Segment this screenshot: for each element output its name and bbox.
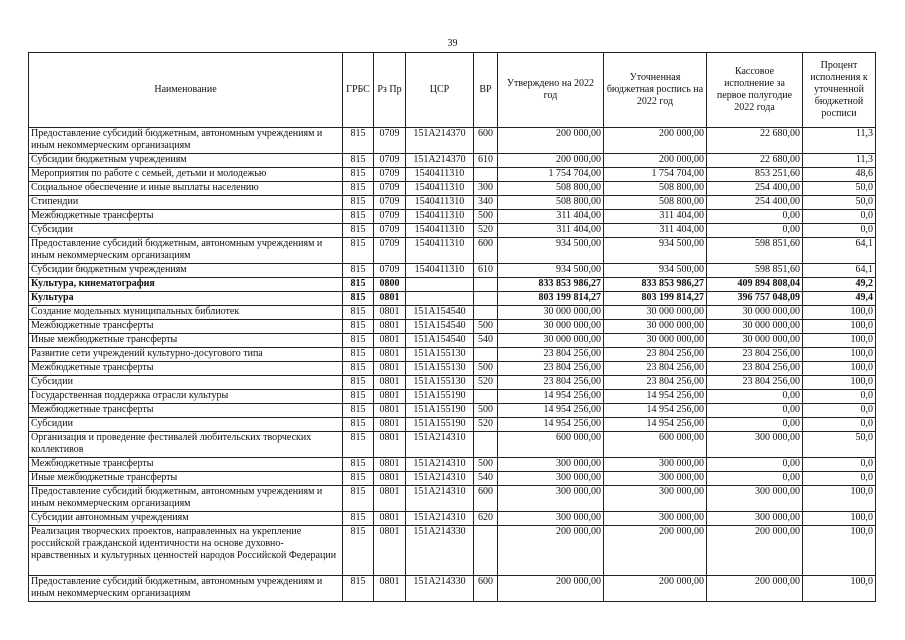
table-row bbox=[29, 168, 876, 182]
cell-approved: 934 500,00 bbox=[498, 264, 604, 278]
cell-grbs: 815 bbox=[343, 526, 374, 576]
cell-approved: 600 000,00 bbox=[498, 432, 604, 458]
cell-approved: 14 954 256,00 bbox=[498, 418, 604, 432]
page-number: 39 bbox=[447, 38, 458, 49]
cell-cash: 30 000 000,00 bbox=[707, 334, 803, 348]
cell-grbs: 815 bbox=[343, 418, 374, 432]
cell-rzpr: 0709 bbox=[374, 264, 406, 278]
cell-name: Иные межбюджетные трансферты bbox=[29, 334, 343, 348]
cell-percent: 0,0 bbox=[803, 210, 876, 224]
cell-vr: 600 bbox=[474, 576, 498, 602]
cell-cash: 0,00 bbox=[707, 458, 803, 472]
cell-name: Государственная поддержка отрасли культуры bbox=[29, 390, 343, 404]
cell-csr: 151A155130 bbox=[406, 376, 474, 390]
cell-rzpr: 0709 bbox=[374, 128, 406, 154]
cell-vr bbox=[474, 306, 498, 320]
cell-vr: 520 bbox=[474, 224, 498, 238]
table-row bbox=[29, 418, 876, 432]
cell-rzpr: 0800 bbox=[374, 278, 406, 292]
cell-vr: 520 bbox=[474, 418, 498, 432]
cell-vr: 500 bbox=[474, 210, 498, 224]
cell-refined: 30 000 000,00 bbox=[604, 306, 707, 320]
cell-grbs: 815 bbox=[343, 320, 374, 334]
cell-csr: 1540411310 bbox=[406, 168, 474, 182]
cell-percent: 100,0 bbox=[803, 306, 876, 320]
cell-grbs: 815 bbox=[343, 432, 374, 458]
cell-grbs: 815 bbox=[343, 224, 374, 238]
cell-vr: 300 bbox=[474, 182, 498, 196]
cell-vr bbox=[474, 292, 498, 306]
cell-vr bbox=[474, 348, 498, 362]
cell-refined: 200 000,00 bbox=[604, 154, 707, 168]
cell-grbs: 815 bbox=[343, 362, 374, 376]
header-vr: ВР bbox=[474, 53, 498, 128]
cell-rzpr: 0801 bbox=[374, 320, 406, 334]
cell-csr: 151A214330 bbox=[406, 526, 474, 576]
cell-approved: 803 199 814,27 bbox=[498, 292, 604, 306]
cell-csr: 151A155130 bbox=[406, 348, 474, 362]
cell-refined: 508 800,00 bbox=[604, 182, 707, 196]
cell-approved: 14 954 256,00 bbox=[498, 390, 604, 404]
header-cash: Кассовое исполнение за первое полугодие 2022 года bbox=[707, 53, 803, 128]
table-row bbox=[29, 128, 876, 154]
cell-rzpr: 0801 bbox=[374, 472, 406, 486]
cell-vr: 600 bbox=[474, 128, 498, 154]
cell-grbs: 815 bbox=[343, 472, 374, 486]
cell-name: Создание модельных муниципальных библиотек bbox=[29, 306, 343, 320]
cell-csr: 151A155190 bbox=[406, 390, 474, 404]
table-row bbox=[29, 292, 876, 306]
header-csr: ЦСР bbox=[406, 53, 474, 128]
cell-cash: 30 000 000,00 bbox=[707, 320, 803, 334]
cell-percent: 100,0 bbox=[803, 362, 876, 376]
cell-csr bbox=[406, 278, 474, 292]
cell-rzpr: 0801 bbox=[374, 486, 406, 512]
cell-approved: 508 800,00 bbox=[498, 196, 604, 210]
cell-approved: 508 800,00 bbox=[498, 182, 604, 196]
cell-cash: 30 000 000,00 bbox=[707, 306, 803, 320]
cell-cash: 598 851,60 bbox=[707, 264, 803, 278]
table-row bbox=[29, 390, 876, 404]
table-row bbox=[29, 576, 876, 602]
cell-percent: 100,0 bbox=[803, 320, 876, 334]
cell-refined: 600 000,00 bbox=[604, 432, 707, 458]
cell-name: Субсидии bbox=[29, 376, 343, 390]
cell-csr: 1540411310 bbox=[406, 224, 474, 238]
cell-cash: 300 000,00 bbox=[707, 512, 803, 526]
cell-name: Предоставление субсидий бюджетным, автономным учреждениям и иным некоммерческим организациям bbox=[29, 576, 343, 602]
cell-cash: 0,00 bbox=[707, 472, 803, 486]
cell-percent: 50,0 bbox=[803, 196, 876, 210]
cell-percent: 100,0 bbox=[803, 576, 876, 602]
cell-vr: 610 bbox=[474, 264, 498, 278]
cell-approved: 30 000 000,00 bbox=[498, 306, 604, 320]
cell-csr: 1540411310 bbox=[406, 182, 474, 196]
cell-csr: 151A214370 bbox=[406, 154, 474, 168]
cell-grbs: 815 bbox=[343, 404, 374, 418]
cell-rzpr: 0801 bbox=[374, 348, 406, 362]
cell-rzpr: 0709 bbox=[374, 154, 406, 168]
cell-approved: 300 000,00 bbox=[498, 458, 604, 472]
cell-refined: 300 000,00 bbox=[604, 458, 707, 472]
cell-refined: 200 000,00 bbox=[604, 576, 707, 602]
table-row bbox=[29, 376, 876, 390]
cell-refined: 1 754 704,00 bbox=[604, 168, 707, 182]
cell-vr: 620 bbox=[474, 512, 498, 526]
cell-grbs: 815 bbox=[343, 348, 374, 362]
cell-rzpr: 0709 bbox=[374, 168, 406, 182]
cell-cash: 23 804 256,00 bbox=[707, 362, 803, 376]
table-row bbox=[29, 334, 876, 348]
cell-approved: 200 000,00 bbox=[498, 154, 604, 168]
table-row bbox=[29, 432, 876, 458]
cell-grbs: 815 bbox=[343, 154, 374, 168]
cell-name: Межбюджетные трансферты bbox=[29, 210, 343, 224]
cell-name: Субсидии бюджетным учреждениям bbox=[29, 264, 343, 278]
cell-approved: 1 754 704,00 bbox=[498, 168, 604, 182]
cell-rzpr: 0709 bbox=[374, 224, 406, 238]
cell-name: Развитие сети учреждений культурно-досугового типа bbox=[29, 348, 343, 362]
cell-refined: 14 954 256,00 bbox=[604, 404, 707, 418]
cell-percent: 50,0 bbox=[803, 182, 876, 196]
table-row bbox=[29, 182, 876, 196]
cell-csr: 151A155190 bbox=[406, 418, 474, 432]
cell-grbs: 815 bbox=[343, 278, 374, 292]
cell-refined: 30 000 000,00 bbox=[604, 320, 707, 334]
cell-approved: 30 000 000,00 bbox=[498, 320, 604, 334]
cell-cash: 0,00 bbox=[707, 404, 803, 418]
cell-csr: 151A214310 bbox=[406, 458, 474, 472]
cell-rzpr: 0801 bbox=[374, 390, 406, 404]
cell-refined: 23 804 256,00 bbox=[604, 348, 707, 362]
cell-percent: 0,0 bbox=[803, 418, 876, 432]
cell-vr bbox=[474, 278, 498, 292]
cell-percent: 11,3 bbox=[803, 154, 876, 168]
cell-approved: 300 000,00 bbox=[498, 472, 604, 486]
cell-cash: 409 894 808,04 bbox=[707, 278, 803, 292]
cell-percent: 0,0 bbox=[803, 404, 876, 418]
cell-percent: 0,0 bbox=[803, 224, 876, 238]
cell-cash: 22 680,00 bbox=[707, 128, 803, 154]
cell-cash: 23 804 256,00 bbox=[707, 348, 803, 362]
cell-refined: 934 500,00 bbox=[604, 264, 707, 278]
cell-cash: 396 757 048,09 bbox=[707, 292, 803, 306]
table-row bbox=[29, 362, 876, 376]
table-row bbox=[29, 224, 876, 238]
cell-csr: 151A214310 bbox=[406, 486, 474, 512]
cell-refined: 30 000 000,00 bbox=[604, 334, 707, 348]
cell-grbs: 815 bbox=[343, 512, 374, 526]
cell-cash: 300 000,00 bbox=[707, 486, 803, 512]
cell-csr: 151A214370 bbox=[406, 128, 474, 154]
header-approved: Утверждено на 2022 год bbox=[498, 53, 604, 128]
table-header-row bbox=[29, 53, 876, 128]
cell-rzpr: 0801 bbox=[374, 292, 406, 306]
cell-approved: 23 804 256,00 bbox=[498, 362, 604, 376]
cell-cash: 23 804 256,00 bbox=[707, 376, 803, 390]
cell-approved: 23 804 256,00 bbox=[498, 376, 604, 390]
cell-name: Иные межбюджетные трансферты bbox=[29, 472, 343, 486]
cell-name: Мероприятия по работе с семьей, детьми и молодежью bbox=[29, 168, 343, 182]
cell-percent: 0,0 bbox=[803, 472, 876, 486]
cell-vr: 340 bbox=[474, 196, 498, 210]
cell-refined: 300 000,00 bbox=[604, 512, 707, 526]
cell-rzpr: 0709 bbox=[374, 210, 406, 224]
cell-refined: 200 000,00 bbox=[604, 128, 707, 154]
header-rzpr: Рз Пр bbox=[374, 53, 406, 128]
cell-csr: 1540411310 bbox=[406, 264, 474, 278]
cell-name: Субсидии автономным учреждениям bbox=[29, 512, 343, 526]
cell-grbs: 815 bbox=[343, 264, 374, 278]
table-row bbox=[29, 348, 876, 362]
cell-percent: 100,0 bbox=[803, 376, 876, 390]
cell-csr: 1540411310 bbox=[406, 210, 474, 224]
header-name: Наименование bbox=[29, 53, 343, 128]
cell-csr: 151A214310 bbox=[406, 432, 474, 458]
table-row bbox=[29, 196, 876, 210]
cell-grbs: 815 bbox=[343, 196, 374, 210]
cell-cash: 0,00 bbox=[707, 210, 803, 224]
cell-percent: 0,0 bbox=[803, 458, 876, 472]
cell-grbs: 815 bbox=[343, 210, 374, 224]
cell-grbs: 815 bbox=[343, 486, 374, 512]
cell-grbs: 815 bbox=[343, 238, 374, 264]
cell-cash: 598 851,60 bbox=[707, 238, 803, 264]
cell-name: Межбюджетные трансферты bbox=[29, 458, 343, 472]
header-refined: Уточненная бюджетная роспись на 2022 год bbox=[604, 53, 707, 128]
table-row bbox=[29, 458, 876, 472]
cell-grbs: 815 bbox=[343, 390, 374, 404]
cell-cash: 0,00 bbox=[707, 224, 803, 238]
cell-percent: 49,2 bbox=[803, 278, 876, 292]
table-row bbox=[29, 512, 876, 526]
cell-name: Предоставление субсидий бюджетным, автономным учреждениям и иным некоммерческим организациям bbox=[29, 238, 343, 264]
cell-percent: 100,0 bbox=[803, 526, 876, 576]
cell-percent: 50,0 bbox=[803, 432, 876, 458]
budget-table bbox=[28, 52, 876, 602]
cell-csr: 151A154540 bbox=[406, 334, 474, 348]
table-row bbox=[29, 404, 876, 418]
cell-name: Межбюджетные трансферты bbox=[29, 404, 343, 418]
cell-rzpr: 0801 bbox=[374, 418, 406, 432]
cell-name: Межбюджетные трансферты bbox=[29, 320, 343, 334]
cell-grbs: 815 bbox=[343, 292, 374, 306]
cell-approved: 300 000,00 bbox=[498, 512, 604, 526]
cell-vr: 500 bbox=[474, 458, 498, 472]
cell-name: Стипендии bbox=[29, 196, 343, 210]
cell-percent: 11,3 bbox=[803, 128, 876, 154]
cell-csr: 151A214330 bbox=[406, 576, 474, 602]
cell-rzpr: 0709 bbox=[374, 182, 406, 196]
cell-name: Предоставление субсидий бюджетным, автономным учреждениям и иным некоммерческим организациям bbox=[29, 128, 343, 154]
cell-rzpr: 0801 bbox=[374, 512, 406, 526]
cell-grbs: 815 bbox=[343, 168, 374, 182]
cell-csr: 151A154540 bbox=[406, 306, 474, 320]
cell-refined: 311 404,00 bbox=[604, 224, 707, 238]
cell-refined: 508 800,00 bbox=[604, 196, 707, 210]
cell-percent: 100,0 bbox=[803, 334, 876, 348]
cell-cash: 22 680,00 bbox=[707, 154, 803, 168]
cell-name: Культура, кинематография bbox=[29, 278, 343, 292]
cell-vr: 540 bbox=[474, 472, 498, 486]
table-row bbox=[29, 526, 876, 576]
cell-grbs: 815 bbox=[343, 182, 374, 196]
cell-vr: 600 bbox=[474, 486, 498, 512]
cell-csr: 151A214310 bbox=[406, 512, 474, 526]
cell-approved: 14 954 256,00 bbox=[498, 404, 604, 418]
cell-grbs: 815 bbox=[343, 306, 374, 320]
table-row bbox=[29, 306, 876, 320]
cell-refined: 23 804 256,00 bbox=[604, 362, 707, 376]
header-grbs: ГРБС bbox=[343, 53, 374, 128]
cell-refined: 803 199 814,27 bbox=[604, 292, 707, 306]
table-row bbox=[29, 472, 876, 486]
cell-cash: 254 400,00 bbox=[707, 196, 803, 210]
cell-percent: 100,0 bbox=[803, 486, 876, 512]
cell-percent: 64,1 bbox=[803, 238, 876, 264]
cell-rzpr: 0801 bbox=[374, 458, 406, 472]
cell-refined: 200 000,00 bbox=[604, 526, 707, 576]
cell-approved: 934 500,00 bbox=[498, 238, 604, 264]
cell-cash: 200 000,00 bbox=[707, 576, 803, 602]
cell-vr: 500 bbox=[474, 362, 498, 376]
cell-refined: 14 954 256,00 bbox=[604, 390, 707, 404]
cell-name: Социальное обеспечение и иные выплаты населению bbox=[29, 182, 343, 196]
cell-refined: 300 000,00 bbox=[604, 472, 707, 486]
cell-refined: 833 853 986,27 bbox=[604, 278, 707, 292]
cell-approved: 200 000,00 bbox=[498, 128, 604, 154]
cell-grbs: 815 bbox=[343, 576, 374, 602]
cell-cash: 0,00 bbox=[707, 390, 803, 404]
cell-vr bbox=[474, 432, 498, 458]
table-row bbox=[29, 320, 876, 334]
cell-rzpr: 0801 bbox=[374, 576, 406, 602]
cell-rzpr: 0801 bbox=[374, 362, 406, 376]
cell-vr bbox=[474, 390, 498, 404]
cell-name: Предоставление субсидий бюджетным, автономным учреждениям и иным некоммерческим организациям bbox=[29, 486, 343, 512]
cell-grbs: 815 bbox=[343, 128, 374, 154]
table-row bbox=[29, 278, 876, 292]
cell-rzpr: 0801 bbox=[374, 404, 406, 418]
cell-vr bbox=[474, 168, 498, 182]
table-row bbox=[29, 264, 876, 278]
cell-approved: 23 804 256,00 bbox=[498, 348, 604, 362]
cell-cash: 300 000,00 bbox=[707, 432, 803, 458]
cell-refined: 311 404,00 bbox=[604, 210, 707, 224]
cell-csr: 151A155190 bbox=[406, 404, 474, 418]
table-row bbox=[29, 486, 876, 512]
cell-approved: 833 853 986,27 bbox=[498, 278, 604, 292]
cell-rzpr: 0801 bbox=[374, 306, 406, 320]
cell-name: Субсидии bbox=[29, 418, 343, 432]
cell-rzpr: 0801 bbox=[374, 334, 406, 348]
cell-refined: 23 804 256,00 bbox=[604, 376, 707, 390]
cell-rzpr: 0801 bbox=[374, 526, 406, 576]
cell-vr: 600 bbox=[474, 238, 498, 264]
cell-vr: 540 bbox=[474, 334, 498, 348]
cell-approved: 300 000,00 bbox=[498, 486, 604, 512]
cell-vr: 520 bbox=[474, 376, 498, 390]
cell-name: Культура bbox=[29, 292, 343, 306]
cell-grbs: 815 bbox=[343, 458, 374, 472]
cell-approved: 311 404,00 bbox=[498, 210, 604, 224]
cell-csr: 1540411310 bbox=[406, 238, 474, 264]
cell-percent: 0,0 bbox=[803, 390, 876, 404]
cell-vr: 500 bbox=[474, 404, 498, 418]
cell-approved: 311 404,00 bbox=[498, 224, 604, 238]
cell-rzpr: 0709 bbox=[374, 238, 406, 264]
cell-grbs: 815 bbox=[343, 376, 374, 390]
cell-name: Реализация творческих проектов, направленных на укрепление российской гражданской идентичности на основе духовно-нравственных и культурных ценностей народов Российской Федерации bbox=[29, 526, 343, 576]
cell-approved: 200 000,00 bbox=[498, 526, 604, 576]
cell-rzpr: 0801 bbox=[374, 432, 406, 458]
cell-csr bbox=[406, 292, 474, 306]
cell-refined: 14 954 256,00 bbox=[604, 418, 707, 432]
cell-cash: 200 000,00 bbox=[707, 526, 803, 576]
cell-approved: 30 000 000,00 bbox=[498, 334, 604, 348]
header-percent: Процент исполнения к уточненной бюджетной росписи bbox=[803, 53, 876, 128]
cell-percent: 49,4 bbox=[803, 292, 876, 306]
cell-approved: 200 000,00 bbox=[498, 576, 604, 602]
cell-vr bbox=[474, 526, 498, 576]
cell-cash: 254 400,00 bbox=[707, 182, 803, 196]
cell-rzpr: 0709 bbox=[374, 196, 406, 210]
cell-percent: 100,0 bbox=[803, 348, 876, 362]
cell-name: Организация и проведение фестивалей любительских творческих коллективов bbox=[29, 432, 343, 458]
cell-vr: 610 bbox=[474, 154, 498, 168]
cell-percent: 64,1 bbox=[803, 264, 876, 278]
cell-rzpr: 0801 bbox=[374, 376, 406, 390]
cell-csr: 151A155130 bbox=[406, 362, 474, 376]
cell-csr: 151A214310 bbox=[406, 472, 474, 486]
cell-csr: 151A154540 bbox=[406, 320, 474, 334]
cell-csr: 1540411310 bbox=[406, 196, 474, 210]
cell-name: Межбюджетные трансферты bbox=[29, 362, 343, 376]
cell-refined: 300 000,00 bbox=[604, 486, 707, 512]
cell-percent: 48,6 bbox=[803, 168, 876, 182]
cell-name: Субсидии бюджетным учреждениям bbox=[29, 154, 343, 168]
cell-vr: 500 bbox=[474, 320, 498, 334]
cell-cash: 853 251,60 bbox=[707, 168, 803, 182]
cell-cash: 0,00 bbox=[707, 418, 803, 432]
cell-percent: 100,0 bbox=[803, 512, 876, 526]
table-row bbox=[29, 210, 876, 224]
cell-name: Субсидии bbox=[29, 224, 343, 238]
cell-grbs: 815 bbox=[343, 334, 374, 348]
table-row bbox=[29, 238, 876, 264]
table-row bbox=[29, 154, 876, 168]
cell-refined: 934 500,00 bbox=[604, 238, 707, 264]
